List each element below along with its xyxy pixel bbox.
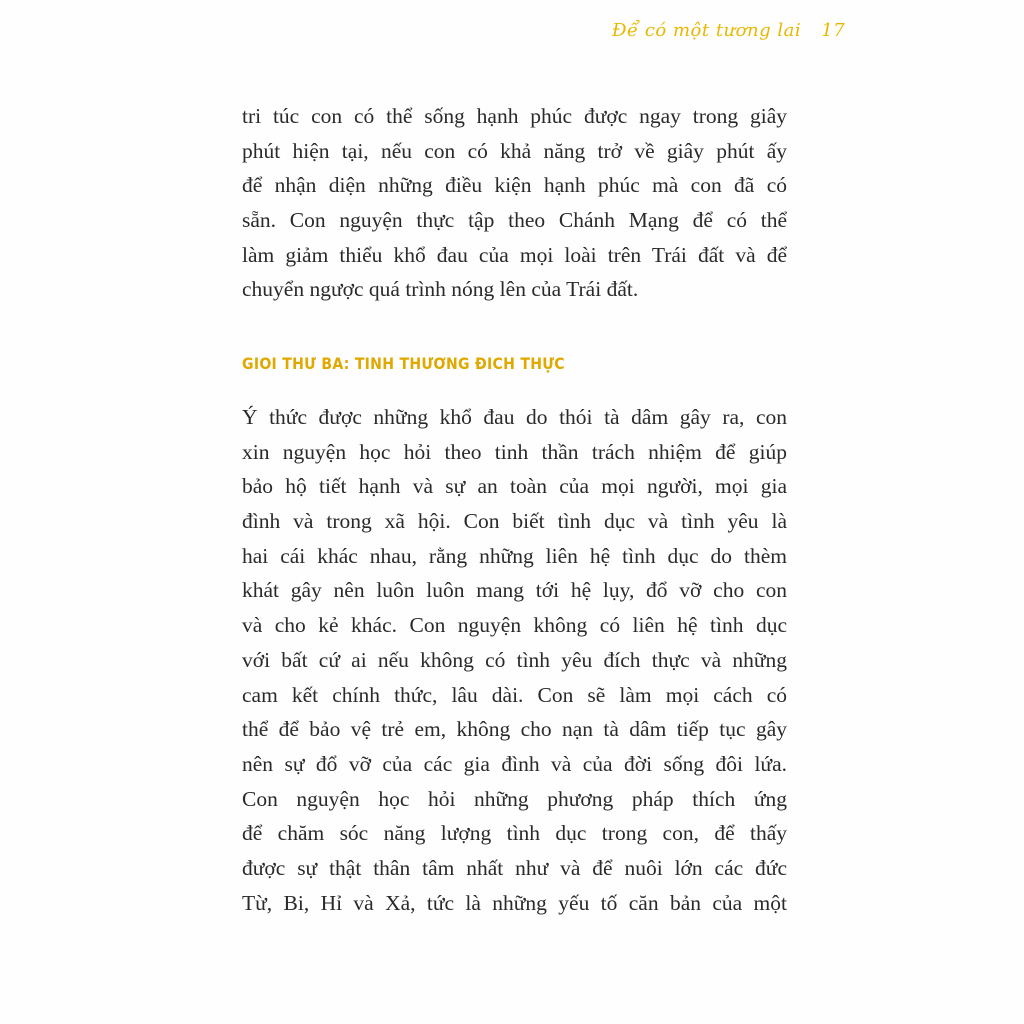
running-head-title: Để có một tương lai — [612, 20, 802, 41]
section-heading: GIOI THƯ BA: TINH THƯƠNG ĐICH THỰC — [242, 354, 565, 373]
text-line: Từ, Bi, Hỉ và Xả, tức là những yếu tố căn bản của một — [242, 890, 787, 915]
text-line: để chăm sóc năng lượng tình dục trong con, để thấy — [242, 821, 787, 846]
text-line: và cho kẻ khác. Con nguyện không có liên hệ tình dục — [242, 613, 787, 638]
text-line: đình và trong xã hội. Con biết tình dục và tình yêu là — [242, 509, 787, 534]
text-line: sẵn. Con nguyện thực tập theo Chánh Mạng để có thể — [242, 208, 787, 233]
text-line: nên sự đổ vỡ của các gia đình và của đời sống đôi lứa. — [242, 751, 787, 776]
text-line: khát gây nên luôn luôn mang tới hệ lụy, đổ vỡ cho con — [242, 578, 787, 603]
running-head — [612, 20, 845, 41]
text-line: tri túc con có thể sống hạnh phúc được ngay trong giây — [242, 104, 787, 128]
text-line: Con nguyện học hỏi những phương pháp thích ứng — [242, 786, 787, 811]
text-line: chuyển ngược quá trình nóng lên của Trái đất. — [242, 277, 639, 302]
text-line: thể để bảo vệ trẻ em, không cho nạn tà dâm tiếp tục gây — [242, 717, 787, 742]
text-line: được sự thật thân tâm nhất như và để nuôi lớn các đức — [242, 855, 787, 880]
text-line: phút hiện tại, nếu con có khả năng trở về giây phút ấy — [242, 138, 787, 163]
text-line: với bất cứ ai nếu không có tình yêu đích thực và những — [242, 647, 787, 672]
text-line: cam kết chính thức, lâu dài. Con sẽ làm mọi cách có — [242, 682, 787, 707]
text-line: để nhận diện những điều kiện hạnh phúc mà con đã có — [242, 173, 787, 198]
page-number: 17 — [821, 20, 846, 41]
text-line: làm giảm thiểu khổ đau của mọi loài trên Trái đất và để — [242, 242, 787, 267]
paragraph-1 — [242, 99, 787, 307]
text-line: hai cái khác nhau, rằng những liên hệ tình dục do thèm — [242, 543, 787, 568]
paragraph-2 — [242, 400, 787, 920]
text-line: bảo hộ tiết hạnh và sự an toàn của mọi người, mọi gia — [242, 474, 787, 499]
text-line: Ý thức được những khổ đau do thói tà dâm gây ra, con — [242, 405, 787, 429]
text-line: xin nguyện học hỏi theo tinh thần trách nhiệm để giúp — [242, 439, 787, 464]
